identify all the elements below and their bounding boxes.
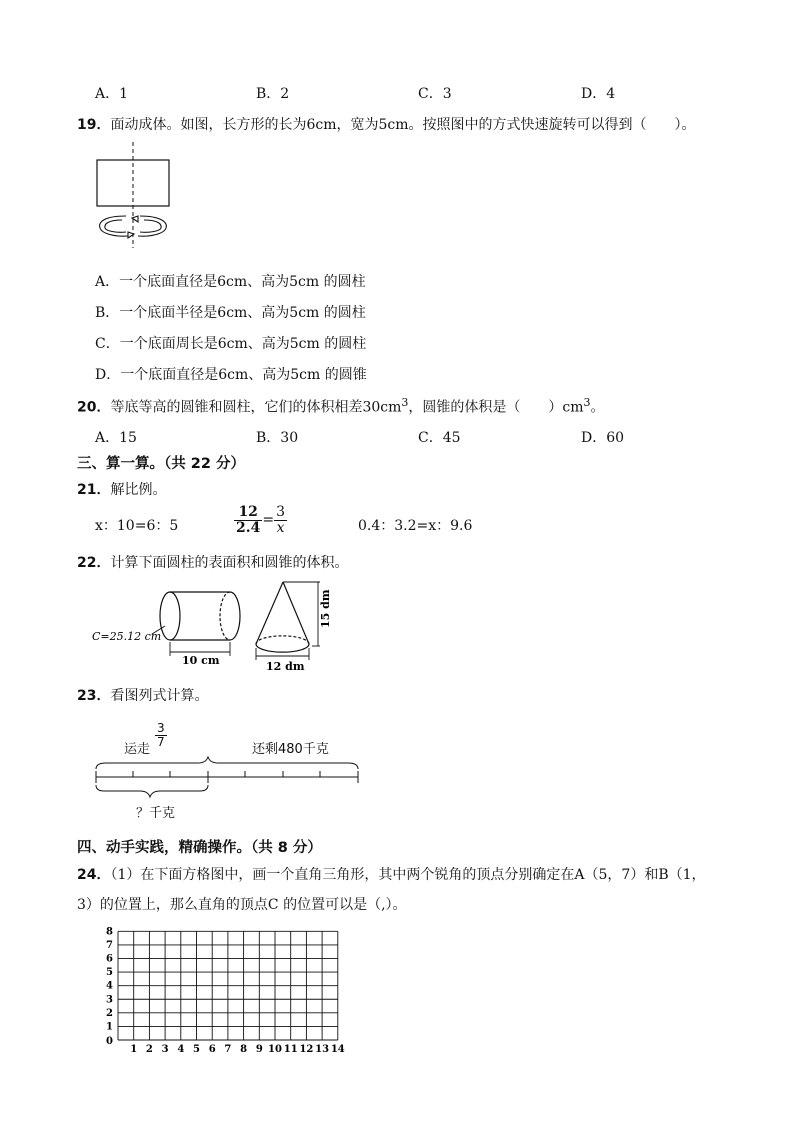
grid-y-label: 5 (106, 967, 113, 979)
q23-stem (77, 685, 208, 705)
q20-option-d: D．60 (581, 430, 625, 446)
grid-x-label: 13 (315, 1044, 330, 1055)
q23-text: 看图列式计算。 (110, 688, 209, 704)
grid-y-label: 4 (106, 980, 113, 992)
q20-option-b: B．30 (256, 430, 299, 446)
q19-option-a: A．一个底面直径是6cm、高为5cm 的圆柱 (95, 274, 366, 290)
q24-line1 (77, 864, 706, 884)
grid-lines (118, 931, 338, 1040)
q18-option-b: B．2 (256, 86, 290, 102)
grid-y-label: 2 (106, 1007, 113, 1019)
q23-fraction (155, 722, 167, 748)
grid-x-label: 4 (177, 1044, 185, 1055)
grid-y-label: 1 (106, 1021, 113, 1033)
cone-shape (256, 582, 309, 652)
q18-option-a: A．1 (95, 86, 129, 102)
q19-number: 19． (77, 117, 111, 133)
grid-y-label: 3 (106, 994, 113, 1006)
grid-y-label: 6 (106, 953, 113, 965)
q20-option-c: C．45 (418, 430, 461, 446)
q19-text: 面动成体。如图，长方形的长为6cm，宽为5cm。按照图中的方式快速旋转可以得到（ ）。 (110, 117, 696, 133)
q18-option-c: C．3 (418, 86, 452, 102)
q23-frac-den: 7 (157, 734, 165, 749)
q23-number: 23． (77, 688, 111, 704)
q22-text: 计算下面圆柱的表面积和圆锥的体积。 (110, 555, 349, 571)
grid-x-label: 8 (240, 1044, 248, 1055)
q19-option-b: B．一个底面半径是6cm、高为5cm 的圆柱 (95, 305, 366, 321)
q20-text-middle: ，圆锥的体积是（ ）cm (408, 399, 584, 416)
grid-x-label: 10 (268, 1044, 282, 1055)
q21-eq2-right-fraction: $\frac{3}{x}$ (276, 504, 286, 536)
segment-diagram (90, 755, 365, 805)
grid-x-label: 11 (283, 1044, 298, 1055)
cone-height-label: 15 dm (319, 589, 332, 628)
q20-option-a: A．15 (95, 430, 137, 446)
q22-number: 22． (77, 555, 111, 571)
q19-option-d: D．一个底面直径是6cm、高为5cm 的圆锥 (95, 367, 367, 383)
top-brace (96, 757, 358, 769)
q19-option-c: C．一个底面周长是6cm、高为5cm 的圆柱 (95, 336, 367, 352)
grid-x-label: 1 (130, 1044, 138, 1055)
q23-left-label: 运走 (124, 742, 151, 757)
cone-diameter-label: 12 dm (266, 660, 305, 673)
grid-y-label: 0 (106, 1036, 113, 1047)
cylinder-shape (160, 592, 240, 640)
q21-eq2-equals: = (262, 512, 275, 529)
q24-number: 24． (77, 867, 111, 883)
grid-x-label: 6 (208, 1044, 216, 1055)
q20-text-after: 。 (590, 399, 605, 416)
q24-text-line1: （1）在下面方格图中，画一个直角三角形，其中两个锐角的顶点分别确定在A（5，7）和B（1， (110, 867, 706, 883)
q21-equation-2 (234, 505, 287, 535)
rotating-rectangle-figure (90, 140, 190, 250)
q20-sup2: 3 (583, 396, 591, 409)
grid-x-label: 9 (255, 1044, 263, 1055)
cylinder-length-label: 10 cm (182, 654, 220, 667)
q22-stem (77, 552, 348, 572)
grid-x-label: 3 (161, 1044, 169, 1055)
grid-x-label: 5 (193, 1044, 200, 1055)
q24-line2: 3）的位置上，那么直角的顶点C 的位置可以是（,）。 (77, 897, 407, 913)
grid-y-label: 8 (106, 926, 113, 938)
q20-number: 20． (77, 399, 111, 416)
cylinder-c-label: C=25.12 cm (92, 630, 162, 643)
q20-stem (77, 396, 605, 417)
q21-text: 解比例。 (110, 482, 167, 498)
grid-y-label: 7 (106, 939, 113, 951)
q21-stem (77, 479, 166, 499)
q23-right-label: 还剩480千克 (252, 742, 329, 757)
bottom-brace (96, 785, 208, 797)
grid-x-label: 2 (145, 1044, 153, 1055)
q21-eq2-left-fraction: $\frac{12}{2.4}$ (236, 504, 261, 536)
q21-equation-1: x：10=6：5 (95, 518, 179, 534)
q23-frac-num: 3 (157, 721, 165, 735)
q19-stem (77, 114, 696, 134)
q18-option-d: D．4 (581, 86, 616, 102)
cylinder-cone-figure (90, 578, 340, 676)
grid-x-label: 14 (330, 1044, 345, 1055)
q20-sup: 3 (401, 396, 409, 409)
q23-question-label: ？千克 (136, 806, 176, 821)
q21-number: 21． (77, 482, 111, 498)
section4-title: 四、动手实践，精确操作。（共 8 分） (77, 840, 322, 856)
q21-equation-3: 0.4：3.2=x：9.6 (358, 518, 473, 534)
grid-y-labels (106, 926, 113, 1047)
grid-x-label: 12 (299, 1044, 314, 1055)
grid-x-labels (130, 1044, 345, 1055)
coordinate-grid (100, 926, 360, 1058)
grid-x-label: 7 (224, 1044, 232, 1055)
section3-title: 三、算一算。（共 22 分） (77, 456, 246, 472)
q20-text-before: 等底等高的圆锥和圆柱，它们的体积相差30cm (110, 399, 402, 416)
